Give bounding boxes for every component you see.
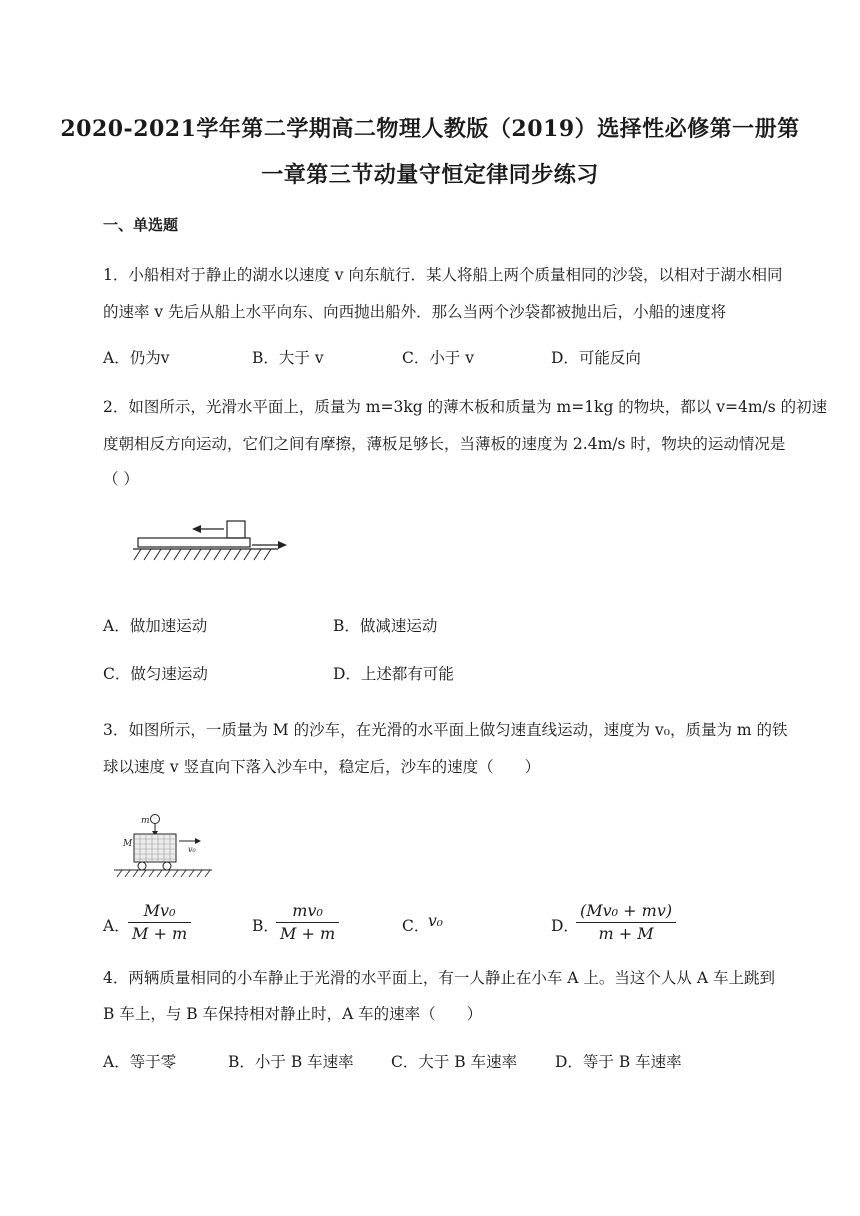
q1-option-a: A．仍为v <box>103 349 170 367</box>
q2-block-arrow-left <box>192 525 224 533</box>
q2-board-arrow-right <box>252 541 287 549</box>
q2-board-block-figure <box>128 515 293 575</box>
q2-text-line-2: 度朝相反方向运动，它们之间有摩擦，薄板足够长，当薄板的速度为 2.4m/s 时，物块的运动情况是 <box>103 435 786 453</box>
q4-option-a: A．等于零 <box>103 1053 177 1071</box>
q3-ball-label: m <box>141 816 150 826</box>
q3-option-c-value: v₀ <box>428 912 443 930</box>
q3-text-line-2: 球以速度 v 竖直向下落入沙车中，稳定后，沙车的速度（ ） <box>103 758 541 776</box>
q1-option-b: B．大于 v <box>252 349 324 367</box>
section-heading: 一、单选题 <box>103 216 179 234</box>
q3-option-d-label: D． <box>551 917 579 935</box>
q3-option-a-label: A． <box>103 917 130 935</box>
q1-option-c: C．小于 v <box>402 349 475 367</box>
q3-velocity-arrow <box>179 838 201 844</box>
q3-sand-cart <box>134 834 176 870</box>
q1-option-d: D．可能反向 <box>551 349 641 367</box>
title-line-2: 一章第三节动量守恒定律同步练习 <box>261 162 599 188</box>
q3-option-b-numerator: mv₀ <box>276 900 339 923</box>
q2-option-b: B．做减速运动 <box>333 617 438 635</box>
q2-board <box>138 538 250 547</box>
q2-option-d: D．上述都有可能 <box>333 665 454 683</box>
q4-option-c: C．大于 B 车速率 <box>391 1053 518 1071</box>
q2-ground <box>133 549 278 560</box>
q2-text-line-1: 2．如图所示，光滑水平面上，质量为 m=3kg 的薄木板和质量为 m=1kg 的物块，都以 v=4m/s 的初速 <box>103 398 828 416</box>
q3-option-a-denominator: M + m <box>132 924 188 943</box>
q4-text-line-2: B 车上，与 B 车保持相对静止时，A 车的速率（ ） <box>103 1005 483 1023</box>
q3-option-b-fraction <box>276 900 339 945</box>
q3-option-c-label: C． <box>402 917 430 935</box>
q1-text-line-1: 1．小船相对于静止的湖水以速度 v 向东航行．某人将船上两个质量相同的沙袋，以相对于湖水相同 <box>103 266 783 284</box>
q1-text-line-2: 的速率 v 先后从船上水平向东、向西抛出船外．那么当两个沙袋都被抛出后，小船的速度将 <box>103 303 727 321</box>
q3-ground <box>114 870 212 877</box>
q2-option-c: C．做匀速运动 <box>103 665 208 683</box>
title-line-1: 2020-2021学年第二学期高二物理人教版（2019）选择性必修第一册第 <box>60 116 800 142</box>
q2-text-line-3: （ ） <box>103 470 139 488</box>
q3-velocity-label: v₀ <box>188 845 196 854</box>
q3-cart-label: M <box>123 839 133 849</box>
q3-option-b-label: B． <box>252 917 279 935</box>
q3-option-b-denominator: M + m <box>280 924 336 943</box>
q3-option-d-fraction <box>576 900 676 945</box>
q3-iron-ball <box>151 815 160 824</box>
q3-option-a-fraction <box>128 900 191 945</box>
q3-option-d-denominator: m + M <box>598 924 654 943</box>
q2-block <box>227 521 245 538</box>
q2-option-a: A．做加速运动 <box>103 617 208 635</box>
q4-text-line-1: 4．两辆质量相同的小车静止于光滑的水平面上，有一人静止在小车 A 上。当这个人从 A 车上跳到 <box>103 969 775 987</box>
q4-option-d: D．等于 B 车速率 <box>555 1053 682 1071</box>
q3-sand-cart-figure <box>112 808 217 880</box>
q3-text-line-1: 3．如图所示，一质量为 M 的沙车，在光滑的水平面上做匀速直线运动，速度为 v₀，质量为 m 的铁 <box>103 721 788 739</box>
q4-option-b: B．小于 B 车速率 <box>228 1053 354 1071</box>
q3-option-a-numerator: Mv₀ <box>128 900 191 923</box>
q3-option-d-numerator: (Mv₀ + mv) <box>576 900 676 923</box>
